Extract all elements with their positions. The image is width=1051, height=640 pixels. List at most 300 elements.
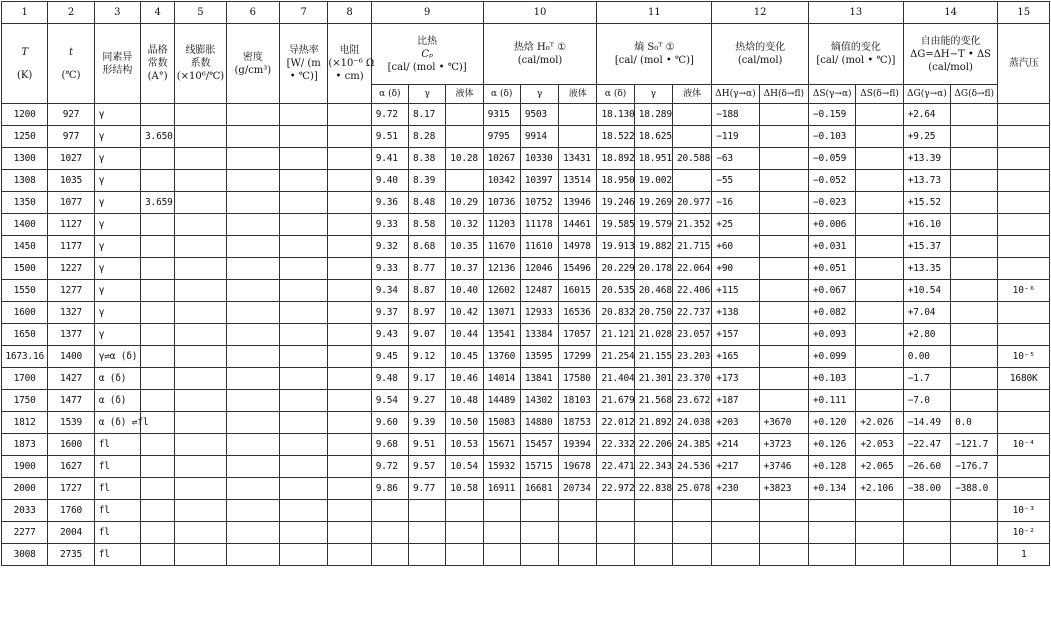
- table-cell: −16: [712, 192, 759, 214]
- table-cell: 1127: [48, 214, 94, 236]
- table-cell: [175, 280, 226, 302]
- table-cell: [951, 126, 998, 148]
- table-cell: 9795: [483, 126, 520, 148]
- table-cell: [175, 522, 226, 544]
- table-cell: 1350: [2, 192, 48, 214]
- table-cell: [175, 258, 226, 280]
- table-cell: 9.86: [371, 478, 408, 500]
- sub-header-phase-alpha: α (δ): [483, 85, 520, 104]
- table-cell: [226, 368, 279, 390]
- table-cell: [328, 324, 371, 346]
- table-cell: 1035: [48, 170, 94, 192]
- table-cell: 12136: [483, 258, 520, 280]
- table-cell: [280, 170, 328, 192]
- table-cell: 2004: [48, 522, 94, 544]
- table-cell: γ: [94, 148, 140, 170]
- table-cell: +2.106: [856, 478, 903, 500]
- table-cell: 1027: [48, 148, 94, 170]
- table-cell: 10.58: [446, 478, 483, 500]
- table-cell: +0.128: [809, 456, 856, 478]
- table-row: [2, 236, 1050, 258]
- table-cell: γ: [94, 214, 140, 236]
- table-cell: [280, 258, 328, 280]
- table-cell: 2735: [48, 544, 94, 566]
- table-cell: [597, 544, 634, 566]
- table-cell: +15.52: [903, 192, 950, 214]
- table-cell: 18.130: [597, 104, 634, 126]
- table-cell: 16681: [520, 478, 558, 500]
- table-cell: 17057: [559, 324, 597, 346]
- table-cell: 9.54: [371, 390, 408, 412]
- table-cell: +0.099: [809, 346, 856, 368]
- table-cell: [226, 434, 279, 456]
- table-cell: 9.77: [409, 478, 446, 500]
- col-number: 12: [712, 2, 809, 24]
- table-cell: [951, 368, 998, 390]
- table-cell: γ: [94, 104, 140, 126]
- table-cell: +173: [712, 368, 759, 390]
- table-cell: [280, 390, 328, 412]
- table-cell: [280, 544, 328, 566]
- table-cell: γ: [94, 280, 140, 302]
- table-cell: +0.103: [809, 368, 856, 390]
- table-cell: −7.0: [903, 390, 950, 412]
- header-row: [2, 24, 1050, 85]
- table-cell: [280, 324, 328, 346]
- table-row: [2, 478, 1050, 500]
- table-cell: 23.672: [673, 390, 712, 412]
- table-cell: [175, 148, 226, 170]
- table-cell: 25.078: [673, 478, 712, 500]
- table-cell: [175, 456, 226, 478]
- table-cell: −388.0: [951, 478, 998, 500]
- table-cell: γ⇌α (δ): [94, 346, 140, 368]
- table-cell: 13514: [559, 170, 597, 192]
- table-cell: 20734: [559, 478, 597, 500]
- table-cell: +0.120: [809, 412, 856, 434]
- table-cell: 1477: [48, 390, 94, 412]
- table-cell: 10330: [520, 148, 558, 170]
- table-cell: [280, 302, 328, 324]
- table-cell: γ: [94, 192, 140, 214]
- table-cell: +7.04: [903, 302, 950, 324]
- table-cell: 8.17: [409, 104, 446, 126]
- table-cell: 21.892: [634, 412, 672, 434]
- sub-header-phase-gamma: γ: [634, 85, 672, 104]
- table-cell: [951, 104, 998, 126]
- table-cell: 0.0: [951, 412, 998, 434]
- table-cell: 18.522: [597, 126, 634, 148]
- table-cell: 21.155: [634, 346, 672, 368]
- table-cell: [141, 478, 175, 500]
- table-cell: 1550: [2, 280, 48, 302]
- table-cell: 21.254: [597, 346, 634, 368]
- col-number: 15: [998, 2, 1050, 24]
- col-number: 10: [483, 2, 597, 24]
- table-cell: 1400: [2, 214, 48, 236]
- table-cell: fl: [94, 500, 140, 522]
- table-cell: [328, 522, 371, 544]
- table-cell: [175, 214, 226, 236]
- table-cell: 13946: [559, 192, 597, 214]
- table-cell: 1500: [2, 258, 48, 280]
- table-cell: [226, 192, 279, 214]
- table-cell: 9.68: [371, 434, 408, 456]
- table-cell: +0.082: [809, 302, 856, 324]
- table-row: [2, 390, 1050, 412]
- table-cell: [759, 170, 808, 192]
- table-cell: [559, 544, 597, 566]
- table-cell: [226, 170, 279, 192]
- table-cell: 927: [48, 104, 94, 126]
- table-cell: [520, 544, 558, 566]
- table-cell: 10.54: [446, 456, 483, 478]
- table-cell: 15671: [483, 434, 520, 456]
- table-cell: [175, 412, 226, 434]
- table-cell: 12602: [483, 280, 520, 302]
- table-cell: 19394: [559, 434, 597, 456]
- table-cell: +90: [712, 258, 759, 280]
- table-cell: +230: [712, 478, 759, 500]
- table-cell: [175, 302, 226, 324]
- header-lattice-constant: 晶格 常数 (A°): [141, 24, 175, 104]
- table-cell: [175, 104, 226, 126]
- table-cell: 10.40: [446, 280, 483, 302]
- table-cell: 10⁻³: [998, 500, 1050, 522]
- table-cell: [809, 544, 856, 566]
- table-cell: [856, 324, 903, 346]
- table-cell: 19.269: [634, 192, 672, 214]
- table-cell: 10.45: [446, 346, 483, 368]
- table-cell: 24.536: [673, 456, 712, 478]
- table-cell: 12933: [520, 302, 558, 324]
- table-cell: [371, 522, 408, 544]
- table-cell: 10.48: [446, 390, 483, 412]
- table-cell: [328, 500, 371, 522]
- table-cell: [175, 390, 226, 412]
- table-row: [2, 104, 1050, 126]
- table-cell: γ: [94, 236, 140, 258]
- table-cell: [226, 544, 279, 566]
- table-cell: 3.659: [141, 192, 175, 214]
- col-number: 1: [2, 2, 48, 24]
- table-cell: [809, 522, 856, 544]
- table-cell: 22.406: [673, 280, 712, 302]
- table-cell: [141, 170, 175, 192]
- table-cell: [328, 214, 371, 236]
- table-cell: [371, 544, 408, 566]
- table-cell: [226, 258, 279, 280]
- table-cell: 9.51: [409, 434, 446, 456]
- table-cell: 10.28: [446, 148, 483, 170]
- table-cell: [141, 280, 175, 302]
- table-cell: α (δ) ⇌fl: [94, 412, 140, 434]
- table-cell: [759, 302, 808, 324]
- table-cell: fl: [94, 544, 140, 566]
- table-cell: +0.126: [809, 434, 856, 456]
- table-cell: [141, 456, 175, 478]
- table-cell: 11178: [520, 214, 558, 236]
- table-cell: +0.093: [809, 324, 856, 346]
- table-cell: 22.838: [634, 478, 672, 500]
- table-row: [2, 544, 1050, 566]
- table-cell: [998, 302, 1050, 324]
- table-cell: [226, 522, 279, 544]
- table-cell: 10.29: [446, 192, 483, 214]
- table-cell: 1727: [48, 478, 94, 500]
- table-cell: 14461: [559, 214, 597, 236]
- table-cell: 22.972: [597, 478, 634, 500]
- table-cell: 1227: [48, 258, 94, 280]
- table-cell: 14489: [483, 390, 520, 412]
- table-cell: 17580: [559, 368, 597, 390]
- table-cell: [903, 522, 950, 544]
- table-cell: 9.45: [371, 346, 408, 368]
- table-cell: +13.73: [903, 170, 950, 192]
- table-cell: 14978: [559, 236, 597, 258]
- table-cell: [141, 148, 175, 170]
- table-cell: [141, 258, 175, 280]
- table-cell: [759, 104, 808, 126]
- table-cell: [673, 104, 712, 126]
- table-cell: +157: [712, 324, 759, 346]
- table-cell: [226, 148, 279, 170]
- table-cell: [856, 170, 903, 192]
- table-cell: [856, 302, 903, 324]
- table-cell: 9.34: [371, 280, 408, 302]
- table-cell: 16015: [559, 280, 597, 302]
- table-cell: [226, 104, 279, 126]
- table-cell: 15715: [520, 456, 558, 478]
- table-cell: 8.48: [409, 192, 446, 214]
- sub-header-phase-liquid: 液体: [673, 85, 712, 104]
- table-row: [2, 280, 1050, 302]
- table-cell: [759, 126, 808, 148]
- table-cell: [951, 544, 998, 566]
- table-cell: [175, 478, 226, 500]
- table-cell: [141, 236, 175, 258]
- table-row: [2, 214, 1050, 236]
- table-cell: 8.28: [409, 126, 446, 148]
- table-cell: [951, 192, 998, 214]
- table-cell: +2.026: [856, 412, 903, 434]
- table-cell: 22.012: [597, 412, 634, 434]
- table-cell: 10.50: [446, 412, 483, 434]
- table-cell: [998, 104, 1050, 126]
- table-cell: [951, 324, 998, 346]
- table-row: [2, 324, 1050, 346]
- table-cell: [175, 324, 226, 346]
- sub-header-phase-gamma: γ: [409, 85, 446, 104]
- table-cell: 21.679: [597, 390, 634, 412]
- table-cell: 20.229: [597, 258, 634, 280]
- table-cell: 8.77: [409, 258, 446, 280]
- table-cell: 10267: [483, 148, 520, 170]
- table-cell: 13841: [520, 368, 558, 390]
- sub-header-ds-gamma-alpha: ΔS(γ→α): [809, 85, 856, 104]
- table-cell: [280, 434, 328, 456]
- table-cell: −22.47: [903, 434, 950, 456]
- table-cell: [673, 522, 712, 544]
- header-entropy: 熵 S₀ᵀ ① [cal/ (mol • ℃)]: [597, 24, 712, 85]
- table-cell: 11610: [520, 236, 558, 258]
- table-cell: +0.111: [809, 390, 856, 412]
- table-cell: [328, 544, 371, 566]
- table-cell: [673, 170, 712, 192]
- table-cell: [328, 280, 371, 302]
- table-cell: 9.60: [371, 412, 408, 434]
- table-cell: +13.35: [903, 258, 950, 280]
- table-cell: [856, 500, 903, 522]
- table-cell: 14880: [520, 412, 558, 434]
- table-cell: fl: [94, 456, 140, 478]
- table-cell: [446, 500, 483, 522]
- table-cell: 8.68: [409, 236, 446, 258]
- col-number: 4: [141, 2, 175, 24]
- table-cell: [951, 500, 998, 522]
- table-cell: 12046: [520, 258, 558, 280]
- table-cell: α (δ): [94, 368, 140, 390]
- table-cell: [559, 104, 597, 126]
- sub-header-dg-delta-fl: ΔG(δ→fl): [951, 85, 998, 104]
- header-specific-heat: 比热 Cₚ [cal/ (mol • ℃)]: [371, 24, 483, 85]
- table-cell: 9.41: [371, 148, 408, 170]
- table-cell: [559, 126, 597, 148]
- table-cell: [409, 522, 446, 544]
- table-cell: +214: [712, 434, 759, 456]
- column-number-row: [2, 2, 1050, 24]
- table-cell: 9.36: [371, 192, 408, 214]
- table-cell: [280, 236, 328, 258]
- table-row: [2, 302, 1050, 324]
- table-cell: 1427: [48, 368, 94, 390]
- sub-header-phase-liquid: 液体: [559, 85, 597, 104]
- table-cell: [759, 390, 808, 412]
- table-cell: [446, 544, 483, 566]
- header-vapor-pressure: 蒸汽压: [998, 24, 1050, 104]
- table-cell: [483, 544, 520, 566]
- table-cell: −121.7: [951, 434, 998, 456]
- table-cell: 9.17: [409, 368, 446, 390]
- table-cell: [998, 258, 1050, 280]
- table-cell: [856, 544, 903, 566]
- table-cell: [856, 522, 903, 544]
- table-cell: 10752: [520, 192, 558, 214]
- table-cell: 1600: [48, 434, 94, 456]
- table-cell: +2.065: [856, 456, 903, 478]
- sub-header-phase-alpha: α (δ): [597, 85, 634, 104]
- table-cell: [759, 258, 808, 280]
- table-cell: [759, 368, 808, 390]
- table-row: [2, 170, 1050, 192]
- col-number: 11: [597, 2, 712, 24]
- table-cell: 9.39: [409, 412, 446, 434]
- col-number: 2: [48, 2, 94, 24]
- table-cell: [141, 434, 175, 456]
- table-cell: +217: [712, 456, 759, 478]
- table-cell: 23.057: [673, 324, 712, 346]
- table-cell: [951, 148, 998, 170]
- table-cell: +2.80: [903, 324, 950, 346]
- table-cell: +15.37: [903, 236, 950, 258]
- table-cell: 22.332: [597, 434, 634, 456]
- table-cell: [856, 346, 903, 368]
- table-cell: 10⁻²: [998, 522, 1050, 544]
- table-row: [2, 192, 1050, 214]
- table-cell: 9.07: [409, 324, 446, 346]
- table-cell: 20.977: [673, 192, 712, 214]
- table-cell: [328, 302, 371, 324]
- table-cell: [634, 544, 672, 566]
- table-cell: 9.72: [371, 104, 408, 126]
- table-cell: [759, 544, 808, 566]
- table-cell: 1377: [48, 324, 94, 346]
- table-cell: 9315: [483, 104, 520, 126]
- table-cell: +60: [712, 236, 759, 258]
- table-cell: 8.38: [409, 148, 446, 170]
- table-cell: −176.7: [951, 456, 998, 478]
- table-cell: γ: [94, 302, 140, 324]
- header-resistance: 电阻 (×10⁻⁶ Ω • cm): [328, 24, 371, 104]
- table-cell: 1600: [2, 302, 48, 324]
- table-cell: γ: [94, 258, 140, 280]
- table-cell: [226, 500, 279, 522]
- header-free-energy-change: 自由能的变化 ΔG=ΔH−T • ΔS (cal/mol): [903, 24, 998, 85]
- table-cell: [280, 214, 328, 236]
- table-cell: [559, 522, 597, 544]
- table-cell: 8.58: [409, 214, 446, 236]
- table-row: [2, 126, 1050, 148]
- table-cell: −119: [712, 126, 759, 148]
- table-cell: [759, 236, 808, 258]
- table-cell: 13071: [483, 302, 520, 324]
- table-cell: 1700: [2, 368, 48, 390]
- col-number: 8: [328, 2, 371, 24]
- table-cell: 21.352: [673, 214, 712, 236]
- table-cell: 9.40: [371, 170, 408, 192]
- table-cell: 22.343: [634, 456, 672, 478]
- header-density: 密度 (g/cm³): [226, 24, 279, 104]
- col-number: 5: [175, 2, 226, 24]
- table-cell: 1277: [48, 280, 94, 302]
- table-cell: +0.006: [809, 214, 856, 236]
- table-cell: +13.39: [903, 148, 950, 170]
- header-enthalpy: 热焓 H₀ᵀ ① (cal/mol): [483, 24, 597, 85]
- table-cell: −0.023: [809, 192, 856, 214]
- table-cell: 21.404: [597, 368, 634, 390]
- table-cell: −0.103: [809, 126, 856, 148]
- table-cell: [280, 478, 328, 500]
- table-cell: 9503: [520, 104, 558, 126]
- table-cell: [446, 126, 483, 148]
- table-cell: [226, 346, 279, 368]
- table-cell: [141, 302, 175, 324]
- table-cell: −26.60: [903, 456, 950, 478]
- table-cell: [856, 214, 903, 236]
- table-row: [2, 412, 1050, 434]
- table-cell: [280, 148, 328, 170]
- table-cell: 9.43: [371, 324, 408, 346]
- table-cell: 17299: [559, 346, 597, 368]
- table-cell: +187: [712, 390, 759, 412]
- table-cell: 18.289: [634, 104, 672, 126]
- table-cell: [446, 104, 483, 126]
- table-cell: [759, 522, 808, 544]
- table-cell: γ: [94, 324, 140, 346]
- table-cell: [951, 214, 998, 236]
- table-cell: [328, 434, 371, 456]
- table-cell: [951, 390, 998, 412]
